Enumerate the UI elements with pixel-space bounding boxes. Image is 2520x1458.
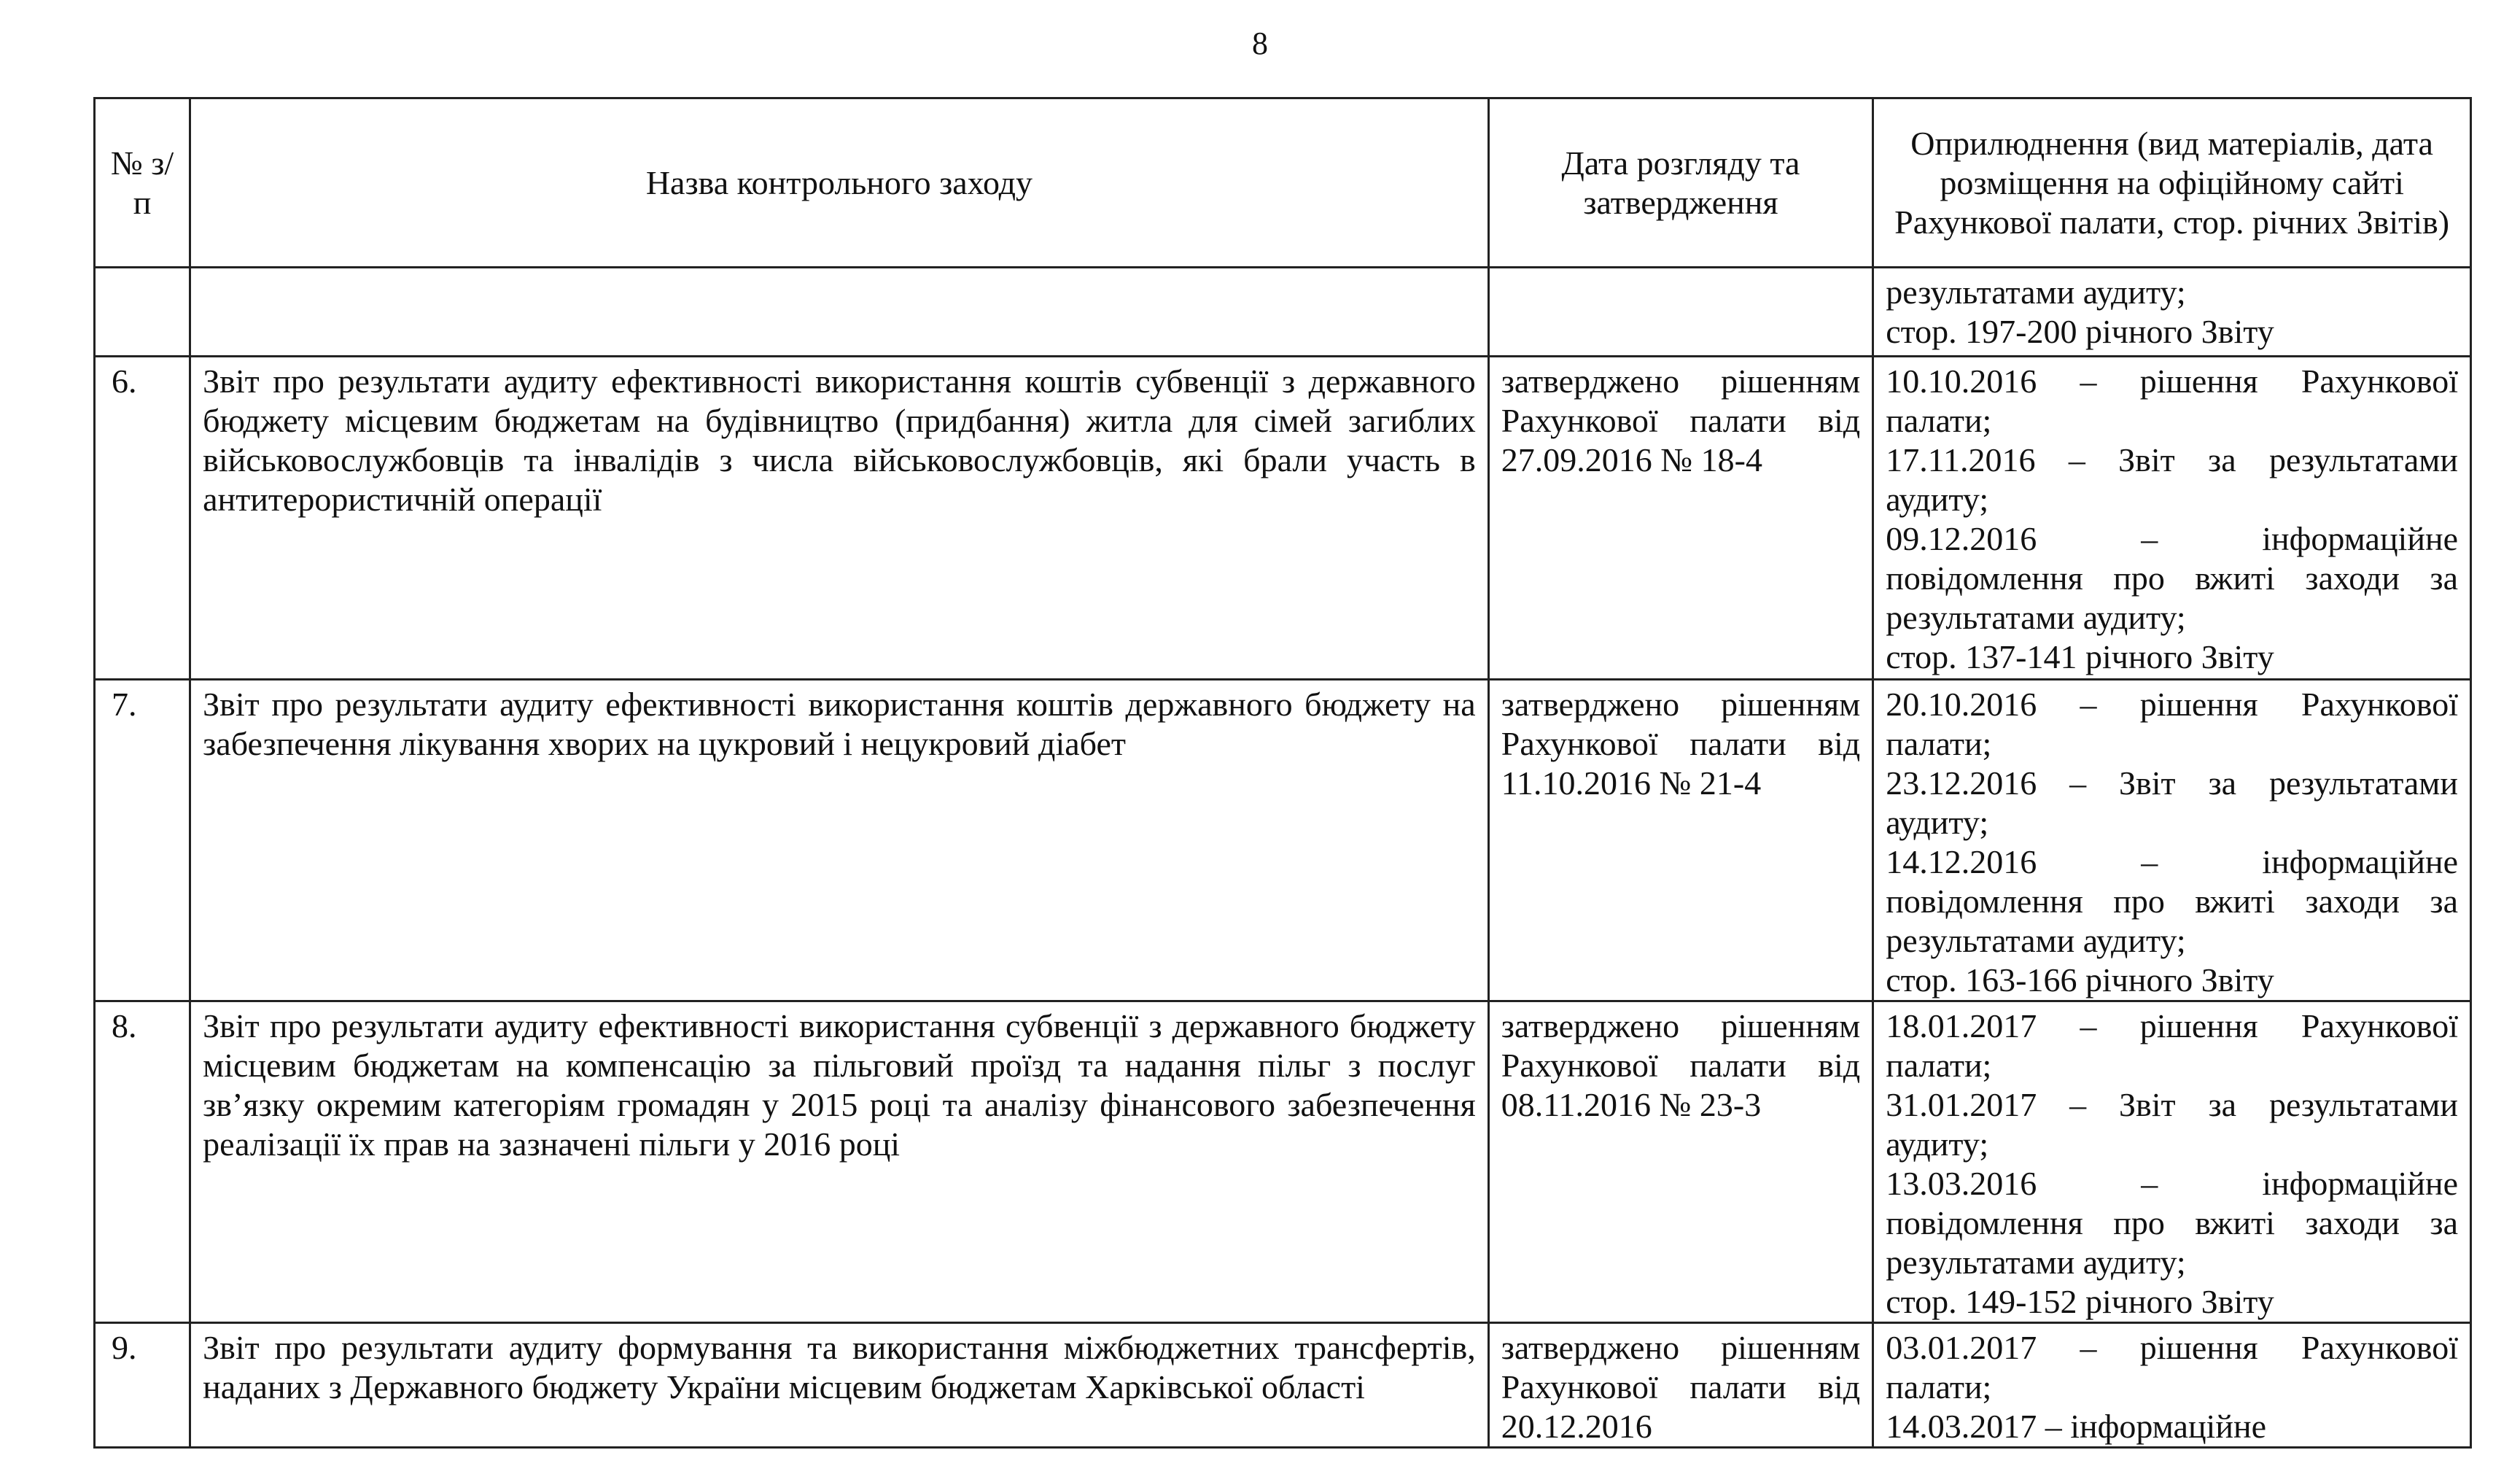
publication-info <box>1873 1323 2471 1448</box>
table-row <box>95 357 2471 680</box>
page-number: 8 <box>1252 26 1268 61</box>
header-name: Назва контрольного заходу <box>190 98 1489 268</box>
approval-date: затверджено рішенням Рахункової палати від 11.10.2016 № 21-4 <box>1488 680 1872 1001</box>
approval-date: затверджено рішенням Рахункової палати від 08.11.2016 № 23-3 <box>1488 1001 1872 1323</box>
publication-info <box>1873 357 2471 680</box>
control-measure-name: Звіт про результати аудиту ефективності використання коштів субвенції з державного бюджету місцевим бюджетам на будівництво (придбання) житла для сімей загиблих військовослужбовців та інвалідів з числа військовослужбовців, які брали участь в антитерористичній операції <box>190 357 1489 680</box>
publication-entry: 09.12.2016 – інформаційне повідомлення про вжиті заходи за результатами аудиту; <box>1886 520 2458 636</box>
publication-entry: 23.12.2016 – Звіт за результатами аудиту; <box>1886 764 2458 841</box>
publication-info <box>1873 680 2471 1001</box>
publication-entry: стор. 149-152 річного Звіту <box>1886 1283 2274 1320</box>
publication-entry: 13.03.2016 – інформаційне повідомлення про вжиті заходи за результатами аудиту; <box>1886 1165 2458 1281</box>
header-publication: Оприлюднення (вид матеріалів, дата розміщення на офіційному сайті Рахункової палати, стор. річних Звітів) <box>1873 98 2471 268</box>
publication-entry: 17.11.2016 – Звіт за результатами аудиту; <box>1886 441 2458 518</box>
row-number <box>95 268 190 357</box>
publication-entry: стор. 197-200 річного Звіту <box>1886 313 2274 350</box>
approval-date <box>1488 268 1872 357</box>
publication-entry: результатами аудиту; <box>1886 274 2186 311</box>
row-number: 6. <box>95 357 190 680</box>
row-number: 7. <box>95 680 190 1001</box>
approval-date: затверджено рішенням Рахункової палати від 27.09.2016 № 18-4 <box>1488 357 1872 680</box>
publication-entry: 10.10.2016 – рішення Рахункової палати; <box>1886 362 2458 439</box>
control-measure-name: Звіт про результати аудиту ефективності використання коштів державного бюджету на забезпечення лікування хворих на цукровий і нецукровий діабет <box>190 680 1489 1001</box>
publication-entry: 20.10.2016 – рішення Рахункової палати; <box>1886 686 2458 762</box>
publication-entry: стор. 163-166 річного Звіту <box>1886 961 2274 999</box>
control-measure-name: Звіт про результати аудиту ефективності використання субвенції з державного бюджету місцевим бюджетам на компенсацію за пільговий проїзд та надання пільг з послуг зв’язку окремим категоріям громадян у 2015 році та аналізу фінансового забезпечення реалізації їх прав на зазначені пільги у 2016 році <box>190 1001 1489 1323</box>
row-number: 8. <box>95 1001 190 1323</box>
table-row <box>95 1323 2471 1448</box>
table-row <box>95 1001 2471 1323</box>
control-measure-name <box>190 268 1489 357</box>
table-header-row <box>95 98 2471 268</box>
publication-info <box>1873 1001 2471 1323</box>
control-measure-name: Звіт про результати аудиту формування та використання міжбюджетних трансфертів, наданих з Державного бюджету України місцевим бюджетам Харківської області <box>190 1323 1489 1448</box>
audit-table <box>93 97 2472 1449</box>
approval-date: затверджено рішенням Рахункової палати від 20.12.2016 <box>1488 1323 1872 1448</box>
publication-entry: 18.01.2017 – рішення Рахункової палати; <box>1886 1007 2458 1084</box>
publication-entry: 03.01.2017 – рішення Рахункової палати; <box>1886 1329 2458 1405</box>
publication-info <box>1873 268 2471 357</box>
header-date: Дата розгляду та затвердження <box>1488 98 1872 268</box>
row-number: 9. <box>95 1323 190 1448</box>
header-num: № з/п <box>95 98 190 268</box>
publication-entry: 31.01.2017 – Звіт за результатами аудиту; <box>1886 1086 2458 1163</box>
publication-entry: 14.03.2017 – інформаційне <box>1886 1408 2266 1445</box>
publication-entry: стор. 137-141 річного Звіту <box>1886 638 2274 675</box>
table-row <box>95 268 2471 357</box>
table-row <box>95 680 2471 1001</box>
publication-entry: 14.12.2016 – інформаційне повідомлення про вжиті заходи за результатами аудиту; <box>1886 843 2458 959</box>
